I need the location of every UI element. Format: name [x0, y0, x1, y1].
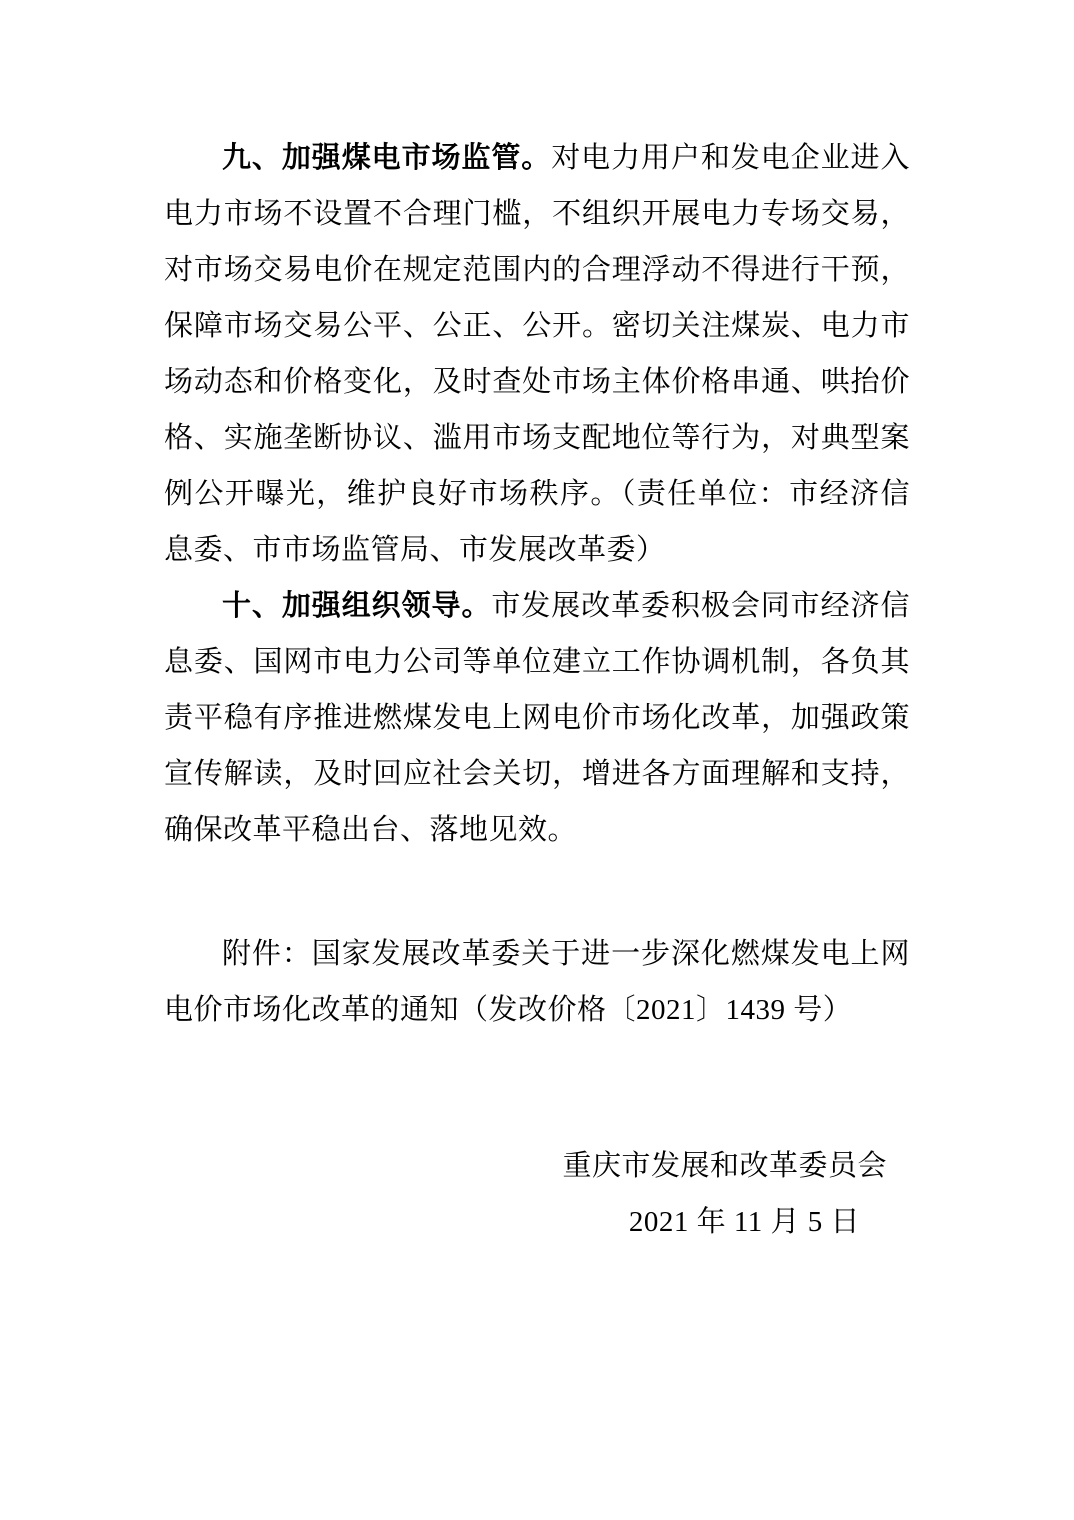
attachment-line: 附件：国家发展改革委关于进一步深化燃煤发电上网电价市场化改革的通知（发改价格〔2021〕1439 号） — [164, 938, 910, 1026]
section-10-body: 市发展改革委积极会同市经济信息委、国网市电力公司等单位建立工作协调机制，各负其责平稳有序推进燃煤发电上网电价市场化改革，加强政策宣传解读，及时回应社会关切，增进各方面理解和支持，确保改革平稳出台、落地见效。 — [164, 590, 910, 846]
section-10-heading: 十、加强组织领导。 — [222, 590, 492, 622]
signature-date: 2021 年 11 月 5 日 — [628, 1206, 860, 1238]
section-10-paragraph — [164, 578, 910, 858]
signature-organization: 重庆市发展和改革委员会 — [562, 1150, 887, 1182]
section-9-paragraph — [164, 130, 910, 578]
section-9-heading: 九、加强煤电市场监管。 — [222, 142, 552, 174]
signature-block — [164, 1138, 910, 1250]
document-content — [164, 130, 910, 1250]
section-9-body: 对电力用户和发电企业进入电力市场不设置不合理门槛，不组织开展电力专场交易，对市场交易电价在规定范围内的合理浮动不得进行干预，保障市场交易公平、公正、公开。密切关注煤炭、电力市场动态和价格变化，及时查处市场主体价格串通、哄抬价格、实施垄断协议、滥用市场支配地位等行为，对典型案例公开曝光，维护良好市场秩序。（责任单位：市经济信息委、市市场监管局、市发展改革委） — [164, 142, 910, 566]
